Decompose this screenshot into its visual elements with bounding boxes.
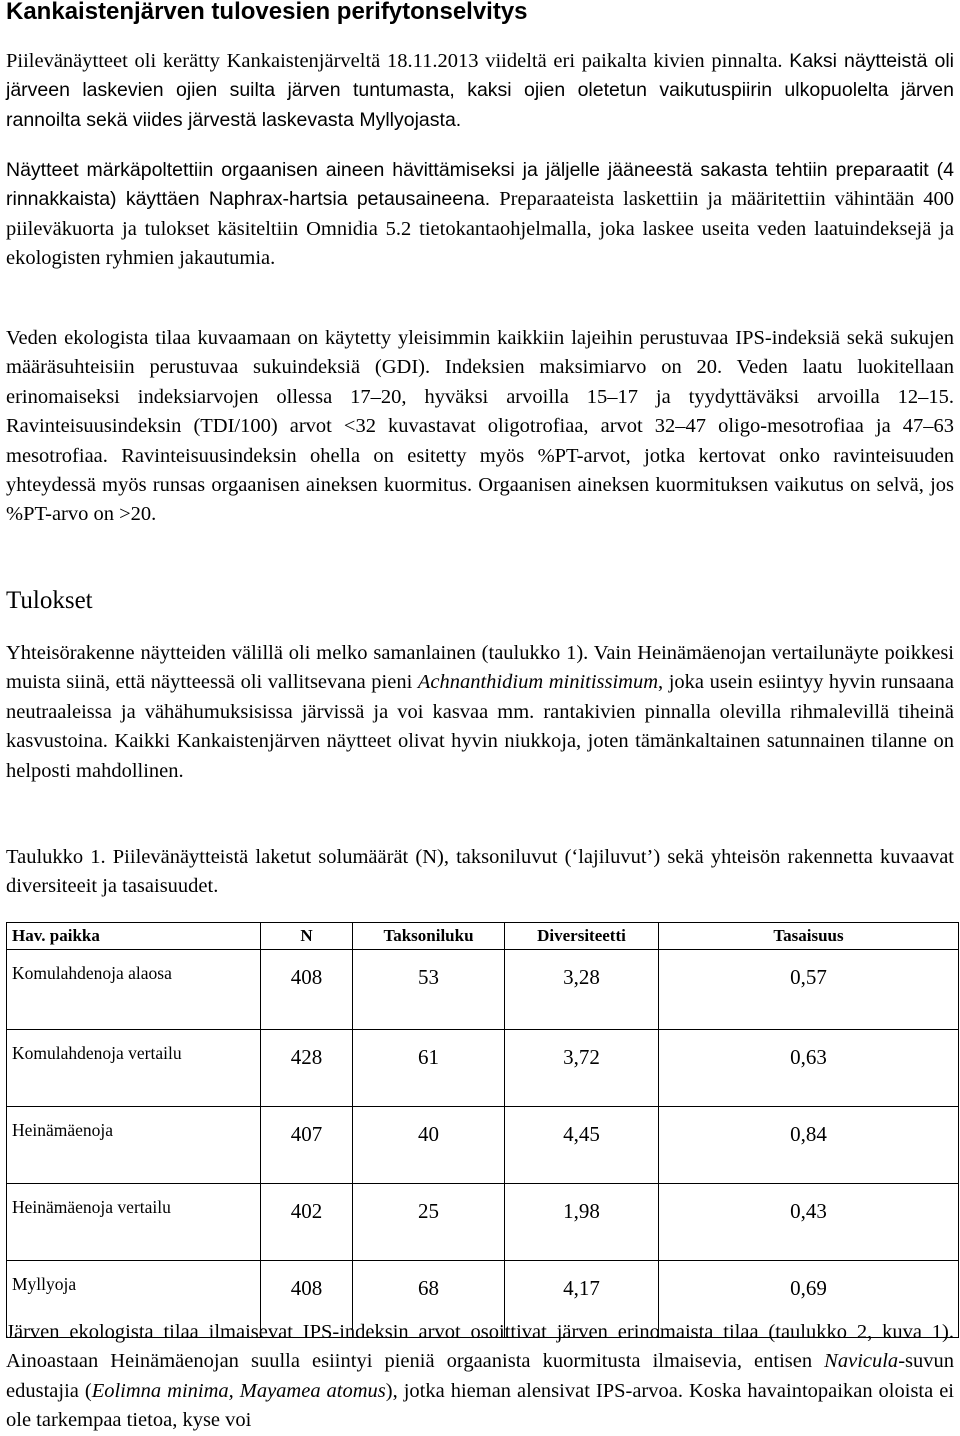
- results-paragraph: [6, 639, 954, 786]
- results-sentence-2-cont: , joka usein esiintyy hyvin runsaana neutraaleissa ja vähähumuksisissa järvissä ja voi kasvaa mm.: [6, 671, 955, 723]
- cell-taxa: 61: [353, 1030, 505, 1107]
- cell-diversity: 4,45: [505, 1107, 659, 1184]
- table-row: [7, 1184, 959, 1261]
- cell-diversity: 4,17: [505, 1261, 659, 1338]
- cell-place: Komulahdenoja vertailu: [7, 1030, 261, 1107]
- cell-place: Myllyoja: [7, 1261, 261, 1338]
- closing-sentence-3: Koska havaintopaikan oloista ei ole tarkempaa tietoa, kyse voi: [6, 1379, 954, 1432]
- header-place: Hav. paikka: [7, 923, 261, 950]
- cell-evenness: 0,57: [659, 950, 959, 1030]
- results-sentence-1: Yhteisörakenne näytteiden välillä oli melko samanlainen (taulukko 1).: [6, 642, 589, 664]
- header-diversity: Diversiteetti: [505, 923, 659, 950]
- indices-sentence-3: Ravinteisuusindeksin (TDI/100) arvot <32 kuvastavat oligotrofiaa, arvot 32–47 oligo-mesotrofiaa ja 47–63 mesotrofiaa. Ravinteisuusindeksin ohella on esitetty myös %PT-arvot, jotka kertovat onko ravinteisuuden yhteydessä myös runsas orgaanisen aineksen kuormitus.: [6, 415, 954, 497]
- methods-sentence-1: Näytteet märkäpoltettiin orgaanisen aineen hävittämiseksi ja jäljelle jääneestä sakasta tehtiin preparaatit (4 rinnakkaista) käyttäen Naphrax-hartsia petausaineena.: [6, 159, 954, 211]
- header-n: N: [261, 923, 353, 950]
- table-header-row: [7, 923, 959, 950]
- table-row: [7, 950, 959, 1030]
- methods-sentence-2: Preparaateista laskettiin ja määritettiin vähintään 400 piileväkuorta ja tulokset käsiteltiin Omnidia 5.2 tietokantaohjelmalla, joka laskee useita veden laatuindeksejä ja ekologisten ryhmien jakautumia.: [6, 188, 955, 270]
- cell-evenness: 0,43: [659, 1184, 959, 1261]
- cell-taxa: 25: [353, 1184, 505, 1261]
- cell-place: Komulahdenoja alaosa: [7, 950, 261, 1030]
- table-caption: Taulukko 1. Piilevänäytteistä laketut solumäärät (N), taksoniluvut (‘lajiluvut’) sekä yhteisön rakennetta kuvaavat diversiteeit ja tasaisuudet.: [6, 846, 954, 898]
- cell-diversity: 3,28: [505, 950, 659, 1030]
- header-taxa: Taksoniluku: [353, 923, 505, 950]
- table-row: [7, 1030, 959, 1107]
- intro-paragraph: [6, 47, 954, 135]
- indices-paragraph: [6, 324, 954, 530]
- cell-n: 408: [261, 950, 353, 1030]
- cell-diversity: 1,98: [505, 1184, 659, 1261]
- cell-n: 428: [261, 1030, 353, 1107]
- cell-diversity: 3,72: [505, 1030, 659, 1107]
- sample-table: [6, 922, 959, 1338]
- table-row: [7, 1107, 959, 1184]
- results-sentence-2: Vain Heinämäenojan vertailunäyte poikkesi muista siinä, että näytteessä oli vallitsevana pieni: [6, 642, 955, 694]
- genus-name-navicula: Navicula: [824, 1350, 899, 1373]
- cell-place: Heinämäenoja vertailu: [7, 1184, 261, 1261]
- cell-n: 408: [261, 1261, 353, 1338]
- document-title: Kankaistenjärven tulovesien perifytonselvitys: [6, 0, 528, 25]
- methods-paragraph: [6, 156, 954, 274]
- closing-sentence-2-end: ), jotka hieman alensivat IPS-arvoa.: [385, 1379, 683, 1402]
- indices-sentence-2: Veden laatu luokitellaan erinomaiseksi indeksiarvojen ollessa 17–20, hyväksi arvoilla 15–17 ja tyydyttäväksi arvoilla 12–15.: [6, 356, 954, 408]
- cell-evenness: 0,69: [659, 1261, 959, 1338]
- intro-sentence-2: Kaksi näytteistä oli järveen laskevien ojien suilta järven tuntumasta, kaksi ojien oletetun vaikutuspiirin ulkopuolelta järven rannoilta sekä viides järvestä laskevasta Myllyojasta.: [6, 50, 954, 131]
- results-sentence-4: Kaikki Kankaistenjärven näytteet olivat hyvin niukkoja, joten tämänkaltainen satunnainen tilanne on helposti mahdollinen.: [6, 730, 954, 782]
- closing-sentence-1: Järven ekologista tilaa ilmaisevat IPS-indeksin arvot osoittivat järven erinomaista tilaa (taulukko 2, kuva 1).: [6, 1321, 954, 1343]
- cell-evenness: 0,63: [659, 1030, 959, 1107]
- header-evenness: Tasaisuus: [659, 923, 959, 950]
- results-sentence-3: rantakivien pinnalla olevilla rihmalevillä tiheinä kasvustoina.: [6, 700, 954, 753]
- cell-n: 402: [261, 1184, 353, 1261]
- closing-paragraph: [6, 1318, 954, 1436]
- cell-evenness: 0,84: [659, 1107, 959, 1184]
- cell-taxa: 53: [353, 950, 505, 1030]
- intro-sentence-1: Piilevänäytteet oli kerätty Kankaistenjärveltä 18.11.2013 viideltä eri paikalta kivien pinnalta.: [6, 50, 783, 72]
- species-name-achnanthidium: Achnanthidium minitissimum: [417, 671, 659, 694]
- species-names-eolimna-mayamea: Eolimna minima, Mayamea atomus: [91, 1379, 386, 1402]
- cell-taxa: 40: [353, 1107, 505, 1184]
- indices-sentence-1: Veden ekologista tilaa kuvaamaan on käytetty yleisimmin kaikkiin lajeihin perustuvaa IPS-indeksiä sekä sukujen määräsuhteisiin perustuvaa sukuindeksiä (GDI). Indeksien maksimiarvo on 20.: [6, 327, 954, 379]
- closing-sentence-2: Ainoastaan Heinämäenojan suulla esiintyi pieniä orgaanista kuormitusta ilmaisevia, entisen: [6, 1350, 813, 1373]
- results-heading: Tulokset: [6, 587, 93, 614]
- cell-place: Heinämäenoja: [7, 1107, 261, 1184]
- cell-n: 407: [261, 1107, 353, 1184]
- cell-taxa: 68: [353, 1261, 505, 1338]
- indices-sentence-4: Orgaanisen aineksen kuormituksen vaikutus on selvä, jos %PT-arvo on >20.: [6, 474, 954, 526]
- closing-sentence-2-cont: -suvun edustajia (: [6, 1350, 954, 1402]
